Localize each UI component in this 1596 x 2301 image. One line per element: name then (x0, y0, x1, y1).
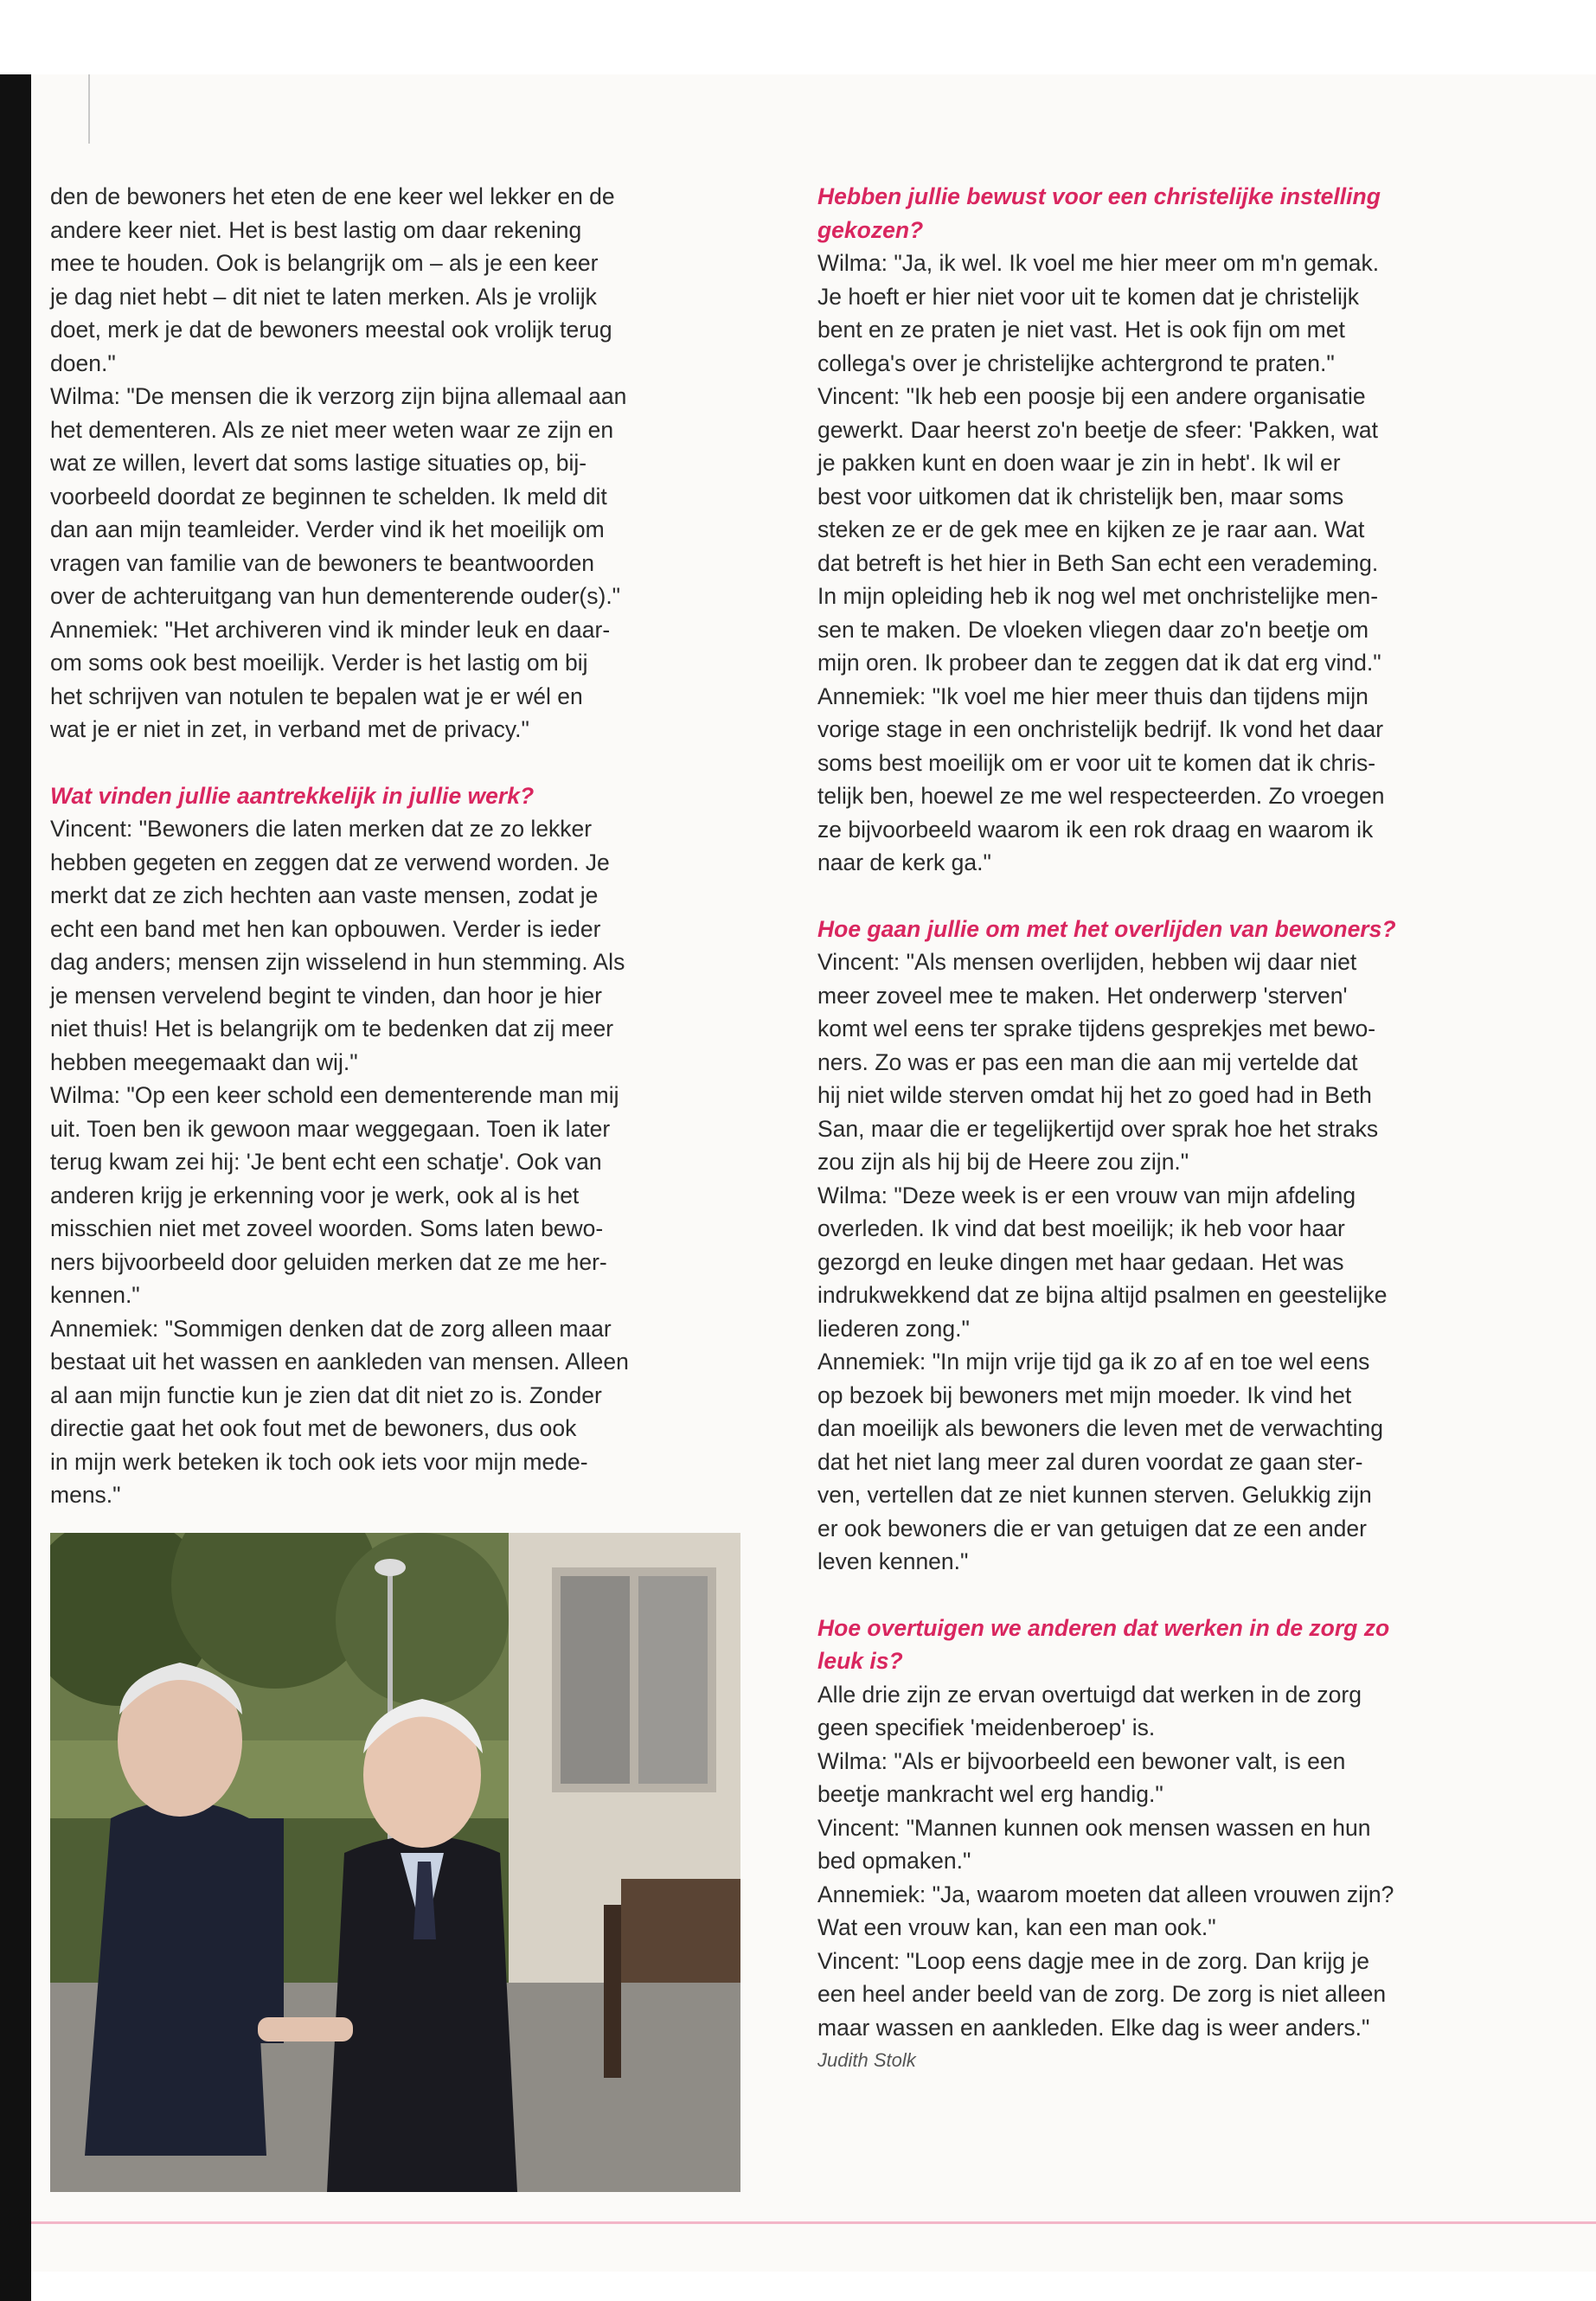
paragraph: Vincent: "Mannen kunnen ook mensen wassen en hun bed opmaken." (817, 1814, 1371, 1874)
scan-edge (0, 74, 31, 2301)
paragraph: Annemiek: "Het archiveren vind ik minder leuk en daar- om soms ook best moeilijk. Verder is het lastig om bij het schrijven van notulen te bepalen wat je er wél en wat je er niet in zet, in verband met de privacy." (50, 616, 611, 742)
section-heading: Wat vinden jullie aantrekkelijk in jullie werk? (50, 782, 535, 809)
page-bottom-rule (31, 2221, 1596, 2224)
paragraph: Vincent: "Bewoners die laten merken dat ze zo lekker hebben gegeten en zeggen dat ze verwend worden. Je merkt dat ze zich hechten aan vaste mensen, zodat je echt een band met hen kan opbouwen. Verder is ieder dag anders; mensen zijn wisselend in hun stemming. Als je mensen vervelend begint te vinden, dan hoor je hier niet thuis! Het is belangrijk om te bedenken dat zij meer hebben meegemaakt dan wij." (50, 816, 625, 1075)
paragraph: Alle drie zijn ze ervan overtuigd dat werken in de zorg geen specifiek 'meidenberoep' is. (817, 1681, 1362, 1740)
paragraph: Vincent: "Als mensen overlijden, hebben wij daar niet meer zoveel mee te maken. Het onderwerp 'sterven' komt wel eens ter sprake tijdens gesprekjes met bewo- ners. Zo was er pas een man die aan mij vertelde dat hij niet wilde sterven omdat hij het zo goed had in Beth San, maar die er tegelijkertijd over sprak hoe het straks zou zijn als hij bij de Heere zou zijn." (817, 949, 1379, 1175)
paragraph: Wilma: "De mensen die ik verzorg zijn bijna allemaal aan het dementeren. Als ze niet meer weten waar ze zijn en wat ze willen, levert dat soms lastige situaties op, bij- voorbeeld doordat ze beginnen te schelden. Ik meld dit dan aan mijn teamleider. Verder vind ik het moeilijk om vragen van familie van de bewoners te beantwoorden over de achteruitgang van hun dementerende ouder(s)." (50, 383, 627, 609)
paragraph: Wilma: "Op een keer schold een dementerende man mij uit. Toen ben ik gewoon maar weggegaan. Toen ik later terug kwam zei hij: 'Je bent echt een schatje'. Ook van anderen krijg je erkenning voor je werk, ook al is het misschien niet met zoveel woorden. Soms laten bewo- ners bijvoorbeeld door geluiden merken dat ze me her- kennen." (50, 1082, 619, 1308)
paragraph: Annemiek: "Ja, waarom moeten dat alleen vrouwen zijn? Wat een vrouw kan, kan een man ook." (817, 1881, 1394, 1940)
author-signature: Judith Stolk (817, 2049, 916, 2071)
residents-photo (50, 1533, 740, 2192)
paragraph: Vincent: "Loop eens dagje mee in de zorg. Dan krijg je een heel ander beeld van de zorg. De zorg is niet alleen maar wassen en aankleden. Elke dag is weer anders." (817, 1947, 1387, 2041)
paragraph: Wilma: "Deze week is er een vrouw van mijn afdeling overleden. Ik vind dat best moeilijk; ik heb voor haar gezorgd en leuke dingen met haar gedaan. Het was indrukwekkend dat ze bijna altijd psalmen en geestelijke liederen zong." (817, 1182, 1388, 1342)
paragraph: Annemiek: "Ik voel me hier meer thuis dan tijdens mijn vorige stage in een onchristelijk bedrijf. Ik vond het daar soms best moeilijk om er voor uit te komen dat ik chris- telijk ben, hoewel ze me wel respecteerden. Zo vroegen ze bijvoorbeeld waarom ik een rok draag en waarom ik naar de kerk ga." (817, 683, 1385, 875)
paragraph: den de bewoners het eten de ene keer wel lekker en de andere keer niet. Het is best lastig om daar rekening mee te houden. Ook is belangrijk om – als je een keer je dag niet hebt – dit niet te laten merken. Als je vrolijk doet, merk je dat de bewoners meestal ook vrolijk terug doen." (50, 183, 615, 376)
bottom-margin (31, 2272, 1596, 2301)
right-column (817, 180, 1509, 2078)
top-margin (0, 0, 1596, 74)
section-heading: Hebben jullie bewust voor een christelijke instelling gekozen? (817, 183, 1381, 243)
section-heading: Hoe overtuigen we anderen dat werken in de zorg zo leuk is? (817, 1614, 1390, 1674)
photo-illustration (50, 1533, 740, 2192)
paragraph: Wilma: "Als er bijvoorbeeld een bewoner valt, is een beetje mankracht wel erg handig." (817, 1747, 1346, 1807)
paragraph: Annemiek: "Sommigen denken dat de zorg alleen maar bestaat uit het wassen en aankleden van mensen. Alleen al aan mijn functie kun je zien dat dit niet zo is. Zonder directie gaat het ook fout met de bewoners, dus ook in mijn werk beteken ik toch ook iets voor mijn mede- mens." (50, 1315, 629, 1508)
left-column (50, 180, 742, 1512)
paragraph: Vincent: "Ik heb een poosje bij een andere organisatie gewerkt. Daar heerst zo'n beetje de sfeer: 'Pakken, wat je pakken kunt en doen waar je zin in hebt'. Ik wil er best voor uitkomen dat ik christelijk ben, maar soms steken ze er de gek mee en kijken ze je raar aan. Wat dat betreft is het hier in Beth San echt een verademing. In mijn opleiding heb ik nog wel met onchristelijke men- sen te maken. De vloeken vliegen daar zo'n beetje om mijn oren. Ik probeer dan te zeggen dat ik dat erg vind." (817, 383, 1381, 676)
paragraph: Annemiek: "In mijn vrije tijd ga ik zo af en toe wel eens op bezoek bij bewoners met mijn moeder. Ik vind het dan moeilijk als bewoners die leven met de verwachting dat het niet lang meer zal duren voordat ze gaan ster- ven, vertellen dat ze niet kunnen sterven. Gelukkig zijn er ook bewoners die er van getuigen dat ze een ander leven kennen." (817, 1349, 1384, 1574)
section-heading: Hoe gaan jullie om met het overlijden van bewoners? (817, 915, 1396, 942)
fold-mark (88, 74, 90, 144)
paragraph: Wilma: "Ja, ik wel. Ik voel me hier meer om m'n gemak. Je hoeft er hier niet voor uit te komen dat je christelijk bent en ze praten je niet vast. Het is ook fijn om met collega's over je christelijke achtergrond te praten." (817, 250, 1380, 376)
